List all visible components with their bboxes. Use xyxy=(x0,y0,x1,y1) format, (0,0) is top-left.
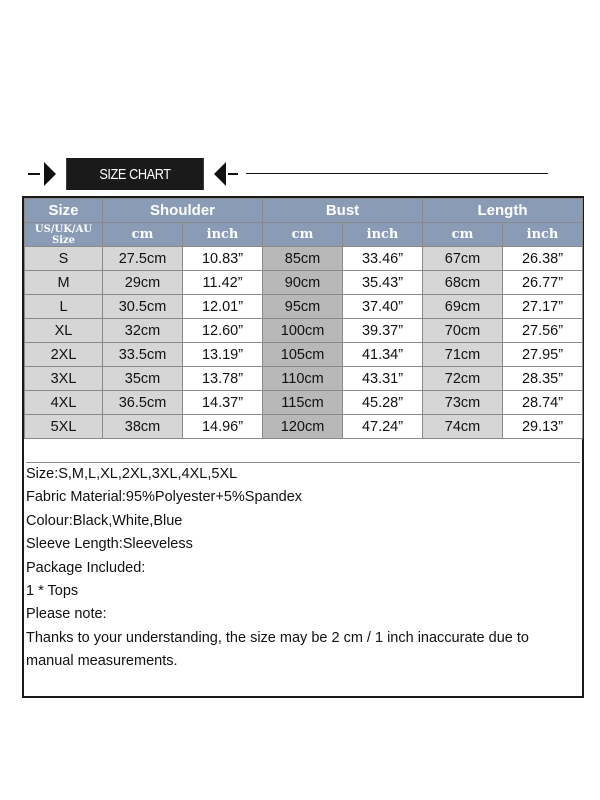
table-row xyxy=(25,391,583,415)
table-unit-header-row xyxy=(25,223,583,247)
shoulder-inch-cell: 10.83” xyxy=(183,247,263,271)
table-row xyxy=(25,415,583,439)
info-sleeve: Sleeve Length:Sleeveless xyxy=(26,536,193,553)
bust-inch-cell: 35.43” xyxy=(343,271,423,295)
bust-inch-cell: 41.34” xyxy=(343,343,423,367)
length-cm-cell: 68cm xyxy=(423,271,503,295)
shoulder-cm-cell: 32cm xyxy=(103,319,183,343)
bust-inch-cell: 47.24” xyxy=(343,415,423,439)
bust-cm-cell: 90cm xyxy=(263,271,343,295)
info-note-label: Please note: xyxy=(26,606,107,623)
header-bust: Bust xyxy=(263,199,423,223)
length-inch-cell: 28.35” xyxy=(503,367,583,391)
header-shoulder: Shoulder xyxy=(103,199,263,223)
header-bust-inch: inch xyxy=(343,223,423,247)
banner-rule-right-short xyxy=(228,173,238,175)
bust-cm-cell: 115cm xyxy=(263,391,343,415)
info-package-contents: 1 * Tops xyxy=(26,583,79,600)
length-cm-cell: 74cm xyxy=(423,415,503,439)
size-cell: L xyxy=(25,295,103,319)
bust-cm-cell: 85cm xyxy=(263,247,343,271)
size-cell: M xyxy=(25,271,103,295)
length-cm-cell: 67cm xyxy=(423,247,503,271)
table-row xyxy=(25,343,583,367)
info-sizes: Size:S,M,L,XL,2XL,3XL,4XL,5XL xyxy=(26,466,238,482)
size-cell: 4XL xyxy=(25,391,103,415)
size-chart-box xyxy=(22,196,584,698)
length-cm-cell: 70cm xyxy=(423,319,503,343)
shoulder-cm-cell: 30.5cm xyxy=(103,295,183,319)
header-length: Length xyxy=(423,199,583,223)
length-inch-cell: 28.74” xyxy=(503,391,583,415)
table-row xyxy=(25,319,583,343)
shoulder-inch-cell: 14.96” xyxy=(183,415,263,439)
shoulder-cm-cell: 36.5cm xyxy=(103,391,183,415)
info-fabric: Fabric Material:95%Polyester+5%Spandex xyxy=(26,489,303,506)
banner-title: SIZE CHART xyxy=(66,158,204,190)
length-inch-cell: 27.17” xyxy=(503,295,583,319)
table-row xyxy=(25,247,583,271)
size-chart-banner xyxy=(0,156,600,192)
size-cell: XL xyxy=(25,319,103,343)
bust-cm-cell: 120cm xyxy=(263,415,343,439)
banner-arrow-left-icon xyxy=(44,162,56,186)
size-cell: 5XL xyxy=(25,415,103,439)
length-cm-cell: 69cm xyxy=(423,295,503,319)
header-bust-cm: cm xyxy=(263,223,343,247)
length-cm-cell: 73cm xyxy=(423,391,503,415)
length-inch-cell: 26.38” xyxy=(503,247,583,271)
shoulder-inch-cell: 13.78” xyxy=(183,367,263,391)
header-shoulder-cm: cm xyxy=(103,223,183,247)
bust-inch-cell: 43.31” xyxy=(343,367,423,391)
length-cm-cell: 72cm xyxy=(423,367,503,391)
shoulder-inch-cell: 11.42” xyxy=(183,271,263,295)
size-cell: 2XL xyxy=(25,343,103,367)
table-row xyxy=(25,271,583,295)
bust-cm-cell: 100cm xyxy=(263,319,343,343)
size-cell: S xyxy=(25,247,103,271)
length-inch-cell: 27.56” xyxy=(503,319,583,343)
size-cell: 3XL xyxy=(25,367,103,391)
length-cm-cell: 71cm xyxy=(423,343,503,367)
info-package-label: Package Included: xyxy=(26,559,146,576)
header-size: Size xyxy=(25,199,103,223)
length-inch-cell: 27.95” xyxy=(503,343,583,367)
shoulder-cm-cell: 27.5cm xyxy=(103,247,183,271)
bust-cm-cell: 105cm xyxy=(263,343,343,367)
bust-inch-cell: 33.46” xyxy=(343,247,423,271)
header-shoulder-inch: inch xyxy=(183,223,263,247)
table-row xyxy=(25,367,583,391)
bust-inch-cell: 45.28” xyxy=(343,391,423,415)
shoulder-inch-cell: 12.60” xyxy=(183,319,263,343)
length-inch-cell: 29.13” xyxy=(503,415,583,439)
shoulder-cm-cell: 33.5cm xyxy=(103,343,183,367)
product-info xyxy=(26,462,580,674)
shoulder-inch-cell: 12.01” xyxy=(183,295,263,319)
shoulder-cm-cell: 29cm xyxy=(103,271,183,295)
size-table xyxy=(24,198,583,439)
bust-cm-cell: 95cm xyxy=(263,295,343,319)
header-length-inch: inch xyxy=(503,223,583,247)
shoulder-cm-cell: 38cm xyxy=(103,415,183,439)
table-body xyxy=(25,247,583,439)
banner-arrow-right-icon xyxy=(214,162,226,186)
info-colour: Colour:Black,White,Blue xyxy=(26,512,183,529)
bust-inch-cell: 39.37” xyxy=(343,319,423,343)
bust-inch-cell: 37.40” xyxy=(343,295,423,319)
shoulder-cm-cell: 35cm xyxy=(103,367,183,391)
length-inch-cell: 26.77” xyxy=(503,271,583,295)
shoulder-inch-cell: 14.37” xyxy=(183,391,263,415)
header-region: US/UK/AU Size xyxy=(25,223,103,247)
banner-rule-left xyxy=(28,173,40,175)
header-length-cm: cm xyxy=(423,223,503,247)
banner-rule-right xyxy=(246,173,548,174)
bust-cm-cell: 110cm xyxy=(263,367,343,391)
table-group-header-row xyxy=(25,199,583,223)
shoulder-inch-cell: 13.19” xyxy=(183,343,263,367)
info-note-text: Thanks to your understanding, the size may be 2 cm / 1 inch inaccurate due to manual measurements. xyxy=(26,629,529,670)
table-row xyxy=(25,295,583,319)
